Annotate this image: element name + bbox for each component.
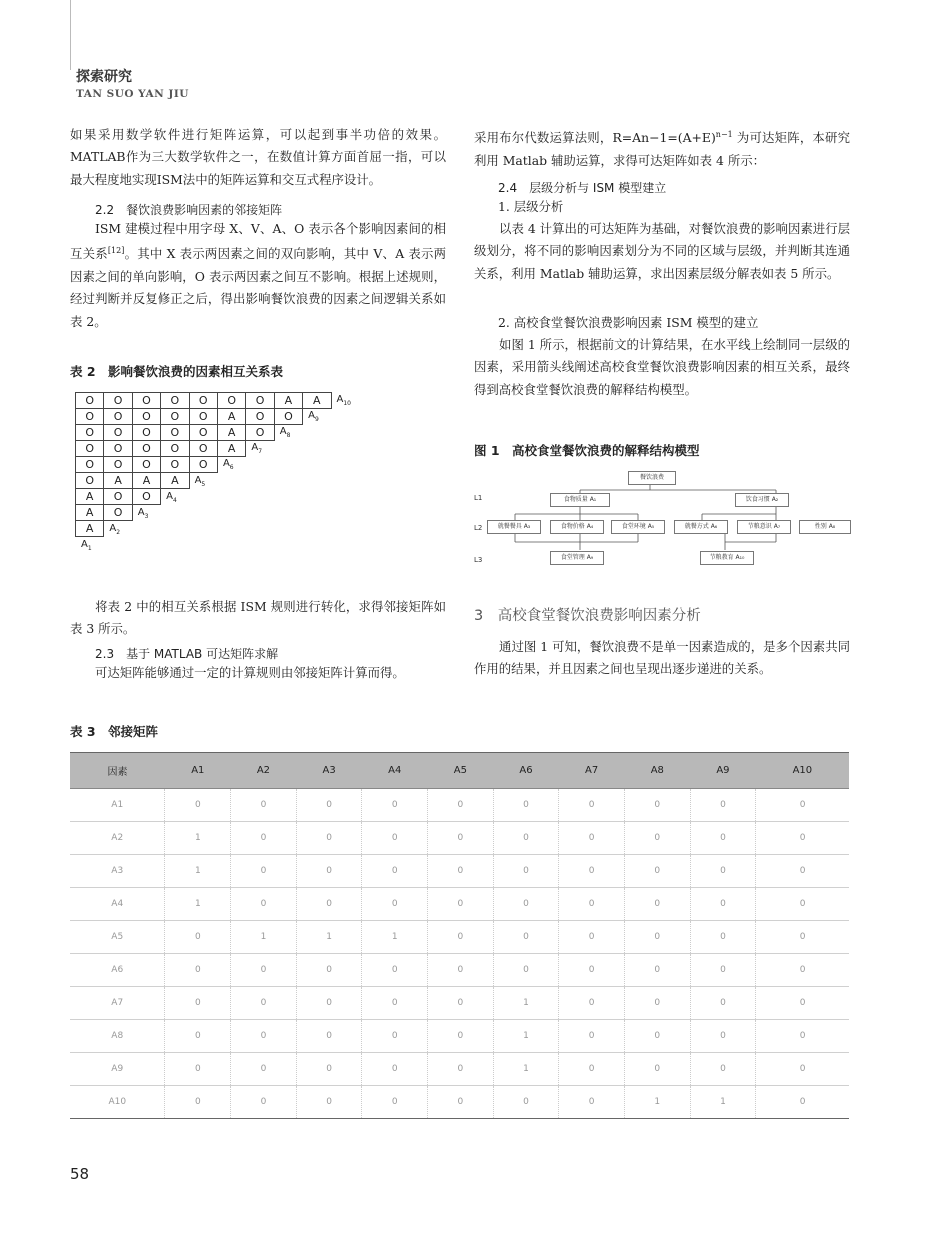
table3-caption: 表 3 邻接矩阵 [70,724,159,739]
matrix-cell: 0 [428,822,494,855]
relation-cell: O [132,456,161,473]
matrix-row [70,822,849,855]
relation-row-label: $A_3$ [137,506,149,520]
relation-row [76,521,120,538]
relation-cell: O [103,504,132,521]
matrix-cell: 0 [493,789,559,822]
left-paragraph-1: 如果采用数学软件进行矩阵运算，可以起到事半功倍的效果。MATLAB作为三大数学软件之一，在数值计算方面首屈一指，可以最大程度地实现ISM法中的矩阵运算和交互式程序设计。 [70,127,446,187]
matrix-cell: 0 [559,921,625,954]
matrix-cell: 0 [428,855,494,888]
node-l2: 食堂环境 A₅ [611,520,665,534]
relation-cell: O [189,440,218,457]
matrix-header-cell: A9 [690,753,756,789]
matrix-cell: 0 [624,921,690,954]
matrix-cell: 0 [690,888,756,921]
matrix-cell: 0 [231,1053,297,1086]
relation-cell: O [189,392,218,409]
matrix-cell: 0 [493,921,559,954]
matrix-cell: 0 [624,888,690,921]
matrix-cell: 0 [231,789,297,822]
adjacency-matrix [70,752,849,1119]
relation-cell: A [217,408,246,425]
matrix-cell: 0 [493,888,559,921]
matrix-cell: 1 [231,921,297,954]
figure1-caption: 图 1 高校食堂餐饮浪费的解释结构模型 [474,443,700,458]
matrix-row [70,1020,849,1053]
relation-row-label: $A_4$ [166,490,177,504]
matrix-cell: 0 [296,855,362,888]
matrix-cell: 0 [165,954,231,987]
relation-cell: O [160,392,189,409]
matrix-cell: 0 [165,1086,231,1119]
relation-row [76,489,177,506]
relation-cell: O [160,424,189,441]
matrix-cell: A8 [70,1020,165,1053]
relation-cell: O [160,456,189,473]
matrix-cell: 0 [624,789,690,822]
matrix-cell: 0 [690,1020,756,1053]
matrix-cell: 0 [493,855,559,888]
matrix-cell: 0 [690,1053,756,1086]
matrix-row [70,888,849,921]
relation-row-label: $A_6$ [222,458,234,472]
relation-row-label: $A_8$ [279,426,291,440]
matrix-cell: 0 [624,1020,690,1053]
relation-cell: A [132,472,161,489]
matrix-header-cell: A2 [231,753,297,789]
node-l2: 就餐餐具 A₃ [487,520,541,534]
matrix-cell: 0 [428,987,494,1020]
relation-row [76,505,148,522]
relation-cell: O [132,424,161,441]
matrix-cell: 0 [165,1020,231,1053]
matrix-cell: 0 [362,855,428,888]
node-l2: 就餐方式 A₆ [674,520,728,534]
relation-cell: O [103,456,132,473]
matrix-cell: 0 [296,888,362,921]
matrix-cell: 1 [624,1086,690,1119]
matrix-cell: 0 [362,1086,428,1119]
matrix-cell: 1 [296,921,362,954]
matrix-row [70,921,849,954]
matrix-row [70,1053,849,1086]
matrix-cell: 0 [690,921,756,954]
matrix-cell: 0 [690,987,756,1020]
matrix-cell: 0 [296,789,362,822]
matrix-cell: 0 [428,954,494,987]
node-l1: 饮食习惯 A₂ [735,493,789,507]
matrix-cell: 0 [296,954,362,987]
matrix-cell: 0 [756,855,849,888]
matrix-row [70,789,849,822]
matrix-cell: 0 [756,1020,849,1053]
relation-cell: O [160,408,189,425]
relation-row [76,424,290,441]
matrix-cell: 0 [756,888,849,921]
matrix-cell: 1 [493,1020,559,1053]
matrix-cell: 0 [624,822,690,855]
left-paragraph-2: ISM 建模过程中用字母 X、V、A、O 表示各个影响因素间的相互关系[12]。其中 X 表示两因素之间的双向影响，其中 V、A 表示两因素之间的单向影响，O 表示两因素之间互不影响。根据上述规则，经过判断并反复修正之后，得出影响餐饮浪费的因素之间逻辑关系如表 2。 [70,221,446,329]
subsection-2: 2. 高校食堂餐饮浪费影响因素 ISM 模型的建立 [498,315,759,330]
node-l2: 食物价格 A₄ [550,520,604,534]
matrix-cell: 0 [624,1053,690,1086]
matrix-cell: 0 [624,987,690,1020]
matrix-cell: 0 [296,987,362,1020]
matrix-cell: 0 [690,789,756,822]
matrix-cell: 0 [559,888,625,921]
relation-cell: O [189,424,218,441]
relation-cell: O [245,392,274,409]
section-2-3-heading: 2.3 基于 MATLAB 可达矩阵求解 [95,647,279,661]
matrix-cell: 0 [756,921,849,954]
matrix-cell: 0 [559,987,625,1020]
relation-cell: A [217,424,246,441]
column-pinyin: TAN SUO YAN JIU [76,88,189,100]
matrix-header-cell: 因素 [70,753,165,789]
matrix-cell: 0 [493,1086,559,1119]
page-number: 58 [70,1165,90,1183]
node-top: 餐饮浪费 [628,471,676,485]
relation-cell: O [160,440,189,457]
matrix-row [70,987,849,1020]
matrix-cell: 0 [362,1020,428,1053]
relation-cell: O [103,424,132,441]
matrix-cell: A1 [70,789,165,822]
matrix-cell: A2 [70,822,165,855]
matrix-cell: A3 [70,855,165,888]
right-paragraph-2: 以表 4 计算出的可达矩阵为基础，对餐饮浪费的影响因素进行层级划分，将不同的影响因素划分为不同的区域与层级，并判断其连通关系，利用 Matlab 辅助运算，求出因素层级分解表如表 5 所示。 [474,221,850,281]
relation-cell: A [160,472,189,489]
relation-cell: O [189,456,218,473]
relation-row [76,440,262,457]
left-paragraph-4: 可达矩阵能够通过一定的计算规则由邻接矩阵计算而得。 [95,665,405,680]
level-label: L2 [474,524,483,532]
relation-cell: O [103,440,132,457]
matrix-cell: A4 [70,888,165,921]
relation-cell: O [132,488,161,505]
header-rule [70,0,71,70]
matrix-row [70,954,849,987]
matrix-cell: 0 [362,954,428,987]
matrix-cell: 0 [165,987,231,1020]
matrix-cell: 1 [362,921,428,954]
matrix-cell: 0 [756,789,849,822]
matrix-cell: 0 [559,855,625,888]
matrix-header-cell: A4 [362,753,428,789]
matrix-cell: 0 [690,822,756,855]
right-paragraph-4: 通过图 1 可知，餐饮浪费不是单一因素造成的，是多个因素共同作用的结果，并且因素之间也呈现出逐步递进的关系。 [474,639,850,677]
relation-row [76,456,234,473]
table2-caption: 表 2 影响餐饮浪费的因素相互关系表 [70,364,284,379]
matrix-cell: 0 [559,789,625,822]
relation-cell: O [132,408,161,425]
relation-cell: A [103,472,132,489]
matrix-cell: 0 [231,987,297,1020]
node-l2: 性别 A₈ [799,520,851,534]
matrix-cell: 0 [362,888,428,921]
relation-cell: O [103,408,132,425]
matrix-cell: 0 [624,855,690,888]
matrix-cell: 0 [231,822,297,855]
matrix-header-cell: A3 [296,753,362,789]
relation-cell: O [245,408,274,425]
matrix-cell: 0 [493,954,559,987]
matrix-header-cell: A5 [428,753,494,789]
matrix-cell: 0 [428,1020,494,1053]
matrix-cell: 0 [690,855,756,888]
matrix-header-cell: A6 [493,753,559,789]
right-paragraph-3: 如图 1 所示，根据前文的计算结果，在水平线上绘制同一层级的因素，采用箭头线阐述高校食堂餐饮浪费影响因素的相互关系，最终得到高校食堂餐饮浪费的解释结构模型。 [474,337,850,397]
matrix-row [70,855,849,888]
relation-row [76,392,351,409]
node-l3: 食堂管理 A₉ [550,551,604,565]
matrix-cell: 0 [559,1020,625,1053]
matrix-cell: 0 [559,954,625,987]
relation-bottom-label: $A_1$ [81,538,92,552]
relation-cell: O [132,392,161,409]
matrix-cell: 1 [165,888,231,921]
matrix-cell: 0 [756,987,849,1020]
matrix-cell: 0 [559,822,625,855]
matrix-cell: 0 [362,987,428,1020]
relation-cell: O [245,424,274,441]
matrix-header-cell: A7 [559,753,625,789]
matrix-cell: 0 [756,1086,849,1119]
relation-cell: A [302,392,331,409]
matrix-cell: A6 [70,954,165,987]
matrix-cell: 0 [296,1053,362,1086]
matrix-cell: A7 [70,987,165,1020]
relation-cell: A [217,440,246,457]
relation-cell: O [75,440,104,457]
section-2-2-heading: 2.2 餐饮浪费影响因素的邻接矩阵 [95,203,283,217]
relation-row-label: $A_7$ [251,442,263,456]
matrix-header-cell: A10 [756,753,849,789]
matrix-cell: 0 [428,789,494,822]
matrix-cell: 0 [559,1086,625,1119]
section-2-4-heading: 2.4 层级分析与 ISM 模型建立 [498,181,667,195]
level-label: L3 [474,556,483,564]
matrix-cell: 0 [756,954,849,987]
matrix-cell: 0 [428,1053,494,1086]
matrix-cell: 1 [165,822,231,855]
matrix-cell: 0 [296,1020,362,1053]
matrix-cell: 0 [165,1053,231,1086]
matrix-cell: 0 [231,954,297,987]
relation-cell: O [75,472,104,489]
section-3-heading: 3 高校食堂餐饮浪费影响因素分析 [474,608,701,624]
relation-row [76,408,319,425]
relation-cell: O [75,392,104,409]
relation-row-label: $A_9$ [308,410,319,424]
node-l3: 节粮教育 A₁₀ [700,551,754,565]
relation-row-label: $A_{10}$ [336,394,351,407]
column-title: 探索研究 [76,69,132,85]
subsection-1: 1. 层级分析 [498,199,564,214]
matrix-cell: 0 [559,1053,625,1086]
level-label: L1 [474,494,483,502]
matrix-cell: A9 [70,1053,165,1086]
node-l1: 食物质量 A₁ [550,493,610,507]
matrix-cell: 0 [362,822,428,855]
matrix-cell: 0 [624,954,690,987]
matrix-header-cell: A8 [624,753,690,789]
matrix-cell: 0 [231,888,297,921]
matrix-cell: 0 [296,822,362,855]
matrix-cell: A10 [70,1086,165,1119]
relation-cell: A [274,392,303,409]
matrix-cell: 0 [690,954,756,987]
relation-cell: O [132,440,161,457]
relation-cell: A [75,504,104,521]
matrix-cell: 0 [231,1020,297,1053]
matrix-cell: 1 [165,855,231,888]
relation-cell: O [217,392,246,409]
relation-row-label: $A_5$ [194,474,206,488]
matrix-cell: 1 [493,987,559,1020]
relation-cell: O [103,392,132,409]
matrix-cell: 0 [756,1053,849,1086]
matrix-cell: 0 [756,822,849,855]
matrix-cell: 0 [165,789,231,822]
matrix-cell: A5 [70,921,165,954]
matrix-cell: 0 [362,1053,428,1086]
relation-cell: A [75,488,104,505]
relation-cell: A [75,520,104,537]
right-paragraph-1: 采用布尔代数运算法则，$R=An-1=(A+E)^{n-1}$ 为可达矩阵，本研究利用 Matlab 辅助运算，求得可达矩阵如表 4 所示： [474,130,850,168]
relation-cell: O [75,408,104,425]
matrix-cell: 0 [428,921,494,954]
relation-row [76,473,205,490]
relation-row-label: $A_2$ [109,522,121,536]
relation-cell: O [75,456,104,473]
matrix-cell: 0 [296,1086,362,1119]
relation-cell: O [274,408,303,425]
matrix-header-cell: A1 [165,753,231,789]
matrix-cell: 0 [231,1086,297,1119]
matrix-cell: 0 [362,789,428,822]
node-l2: 节粮意识 A₇ [737,520,791,534]
matrix-cell: 0 [165,921,231,954]
matrix-cell: 1 [493,1053,559,1086]
relation-cell: O [75,424,104,441]
matrix-cell: 0 [231,855,297,888]
matrix-cell: 0 [428,888,494,921]
matrix-cell: 0 [493,822,559,855]
matrix-row [70,1086,849,1119]
relation-cell: O [189,408,218,425]
matrix-cell: 0 [428,1086,494,1119]
relation-cell: O [103,488,132,505]
matrix-cell: 1 [690,1086,756,1119]
left-paragraph-3: 将表 2 中的相互关系根据 ISM 规则进行转化，求得邻接矩阵如表 3 所示。 [70,599,446,637]
